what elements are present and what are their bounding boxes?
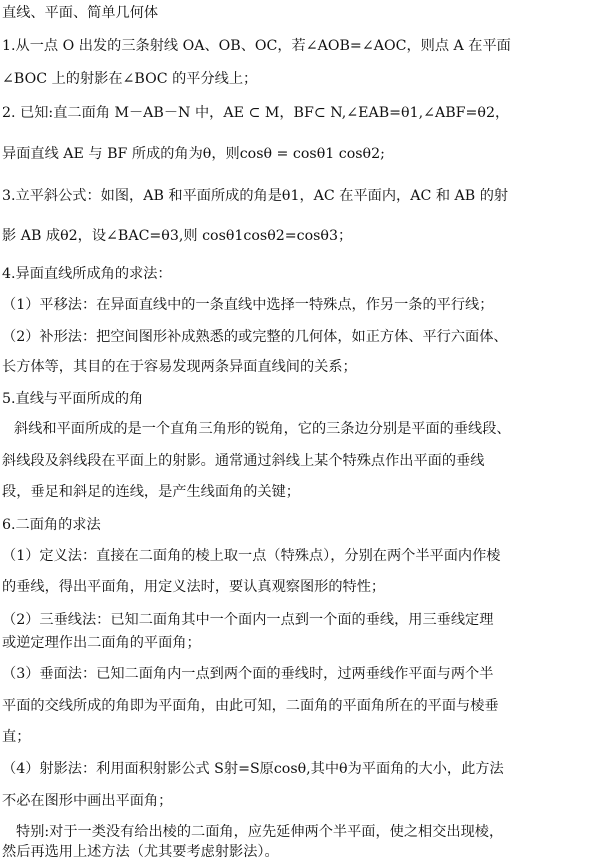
item-2-line-1: 2. 已知:直二面角 M－AB－N 中，AE ⊂ M，BF⊂ N,∠EAB=θ1,∠ABF=θ2， bbox=[2, 105, 510, 121]
section-6-item-1-line-2: 的垂线，得出平面角，用定义法时，要认真观察图形的特性； bbox=[2, 579, 386, 595]
section-6-item-3-line-2: 平面的交线所成的角即为平面角，由此可知，二面角的平面角所在的平面与棱垂 bbox=[2, 698, 499, 714]
special-note-line-1: 特别:对于一类没有给出棱的二面角，应先延伸两个半平面，使之相交出现棱， bbox=[16, 824, 504, 840]
section-4-item-2-line-2: 长方体等，其目的在于容易发现两条异面直线间的关系； bbox=[2, 359, 357, 375]
item-1-line-2: ∠BOC 上的射影在∠BOC 的平分线上； bbox=[2, 71, 258, 87]
section-6-item-2-line-2: 或逆定理作出二面角的平面角； bbox=[2, 635, 201, 651]
section-5-line-1: 斜线和平面所成的是一个直角三角形的锐角，它的三条边分别是平面的垂线段、 bbox=[14, 421, 511, 437]
item-2-line-2: 异面直线 AE 与 BF 所成的角为θ，则cosθ = cosθ1 cosθ2; bbox=[2, 146, 385, 162]
item-3-line-2: 影 AB 成θ2，设∠BAC=θ3,则 cosθ1cosθ2=cosθ3； bbox=[2, 228, 353, 244]
section-6-item-4-line-2: 不必在图形中画出平面角； bbox=[2, 793, 173, 809]
section-6-item-1-line-1: （1）定义法：直接在二面角的棱上取一点（特殊点），分别在两个半平面内作棱 bbox=[2, 548, 501, 564]
section-5-line-3: 段，垂足和斜足的连线，是产生线面角的关键； bbox=[2, 484, 300, 500]
section-5-line-2: 斜线段及斜线段在平面上的射影。通常通过斜线上某个特殊点作出平面的垂线 bbox=[2, 453, 485, 469]
document-title: 直线、平面、简单几何体 bbox=[2, 5, 159, 21]
section-5-title: 5.直线与平面所成的角 bbox=[2, 391, 144, 407]
section-6-title: 6.二面角的求法 bbox=[2, 517, 101, 533]
section-6-item-4-line-1: （4）射影法：利用面积射影公式 S射=S原cosθ,其中θ为平面角的大小，此方法 bbox=[2, 761, 504, 777]
item-1-line-1: 1.从一点 O 出发的三条射线 OA、OB、OC，若∠AOB=∠AOC，则点 A 在平面 bbox=[2, 38, 511, 54]
item-3-line-1: 3.立平斜公式：如图，AB 和平面所成的角是θ1，AC 在平面内，AC 和 AB 的射 bbox=[2, 188, 509, 204]
section-4-item-2-line-1: （2）补形法：把空间图形补成熟悉的或完整的几何体，如正方体、平行六面体、 bbox=[2, 329, 508, 345]
special-note-line-2: 然后再选用上述方法（尤其要考虑射影法）。 bbox=[2, 844, 279, 860]
section-4-item-1: （1）平移法：在异面直线中的一条直线中选择一特殊点，作另一条的平行线； bbox=[2, 297, 494, 313]
section-6-item-2-line-1: （2）三垂线法：已知二面角其中一个面内一点到一个面的垂线，用三垂线定理 bbox=[2, 612, 494, 628]
section-4-title: 4.异面直线所成角的求法： bbox=[2, 266, 172, 282]
section-6-item-3-line-1: （3）垂面法：已知二面角内一点到两个面的垂线时，过两垂线作平面与两个半 bbox=[2, 666, 494, 682]
section-6-item-3-line-3: 直； bbox=[2, 729, 31, 745]
